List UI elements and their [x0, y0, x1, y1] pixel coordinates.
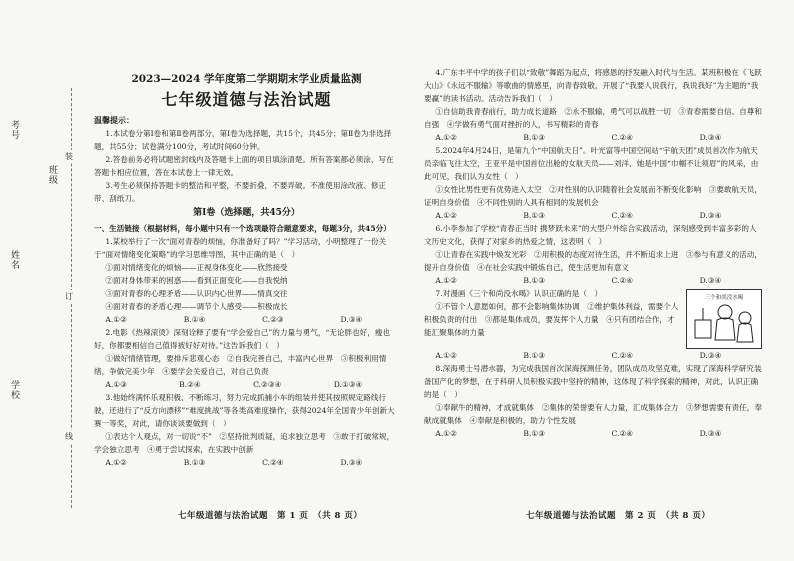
option-a: A.①② — [105, 458, 127, 467]
question-line: ①奉献牛的精神，才成就集体 ②集体的荣誉要有人力量，汇成集体合力 ③梦想需要有责任，奉献成就集体 ④奉献是积极的，助力个性发展 — [424, 403, 762, 425]
exam-no-label: 考号 — [9, 120, 19, 140]
option-b: B.①③ — [183, 458, 206, 467]
option-a: A.①② — [435, 211, 457, 220]
option-c: C.②③④ — [253, 380, 282, 389]
question-line: ④面对青春的矛盾心理——调节个人感受——积极成长 — [105, 302, 288, 311]
tip-3: 3.考生必须保持答题卡的整洁和平整，不要折叠，不要弄破。不准使用涂改液、修正带、刮纸刀。 — [94, 181, 387, 203]
subject-title: 七年级道德与法治试题 — [161, 90, 332, 109]
question-2 — [94, 326, 399, 391]
option-b: B.①④ — [183, 315, 206, 324]
right-page — [424, 66, 762, 440]
option-d: D.③④ — [699, 211, 722, 220]
question-line: ③面对青春的心理矛盾——认识内心世界——情真交往 — [105, 289, 288, 298]
option-b: B.①③ — [523, 429, 546, 438]
options-row — [424, 274, 721, 287]
question-stem: 8.深海勇士号潜水器，为完成我国首次深海探测任务，团队成员攻坚克难，实现了深海科学研究装备国产化的梦想，在于科研人员积极实践中坚持的精神，这体现了科学探索的精神，对此，认识正确的是（ ） — [424, 364, 762, 399]
option-c: C.②④ — [611, 133, 634, 142]
question-stem: 3.他始终满怀乐观积极、不断练习，努力完成抓捕小车的组装并使其按照规定路线行驶，还进行了“反方向漂移”“难度挑战”等各类高难度操作，获得2024年全国青少年创新大赛一等奖，对此，请你谈谈要做到（ ） — [94, 393, 395, 428]
question-stem: 2.电影《热辣滚烫》深刻诠释了要有“学会爱自己”的力量与勇气，“无论胖也好，瘦也好，你都要相信自己值得被好好对待。”这告诉我们（ ） — [94, 328, 391, 350]
options-row — [424, 349, 721, 362]
option-d: D.③④ — [699, 276, 722, 285]
question-4 — [424, 66, 762, 144]
binding-strip — [0, 0, 88, 561]
tip-1: 1.本试卷分第Ⅰ卷和第Ⅱ卷两部分，第Ⅰ卷为选择题，共15个，共45分；第Ⅱ卷为非选择题，共55分；试卷满分100分，考试时间60分钟。 — [94, 129, 392, 151]
seal-char-1: 装 — [65, 152, 73, 161]
question-stem: 4.广东丰平中学的孩子们以“致敬”舞蹈为起点，将感恩的抒发融入时代与生活。某班积极在《飞跃大山》《永远不服输》等歌曲的情感里，向青春致敬，开展了“我要人说我行，我说我好”为主题的“我要赢”的读书活动。活动告诉我们（ ） — [424, 68, 762, 103]
option-d: D.③④ — [340, 458, 363, 467]
question-1 — [94, 235, 399, 326]
question-line: ①做好情绪管理，要排斥悲观心态 ②自我完善自己，丰富内心世界 ③积极利用情绪，争做完美少年 ④要学会关爱自己，对自己负责 — [94, 354, 387, 376]
question-5 — [424, 144, 762, 222]
question-line: ①让青春在实践中焕发光彩 ②用积极的态度对待生活，并不断追求上进 ③参与有意义的活动，提升自身价值 ④在社会实践中锻炼自己，使生活更加有意义 — [424, 250, 762, 272]
option-d: D.①③④ — [333, 380, 363, 389]
option-a: A.①② — [105, 315, 127, 324]
cartoon-three-monks — [686, 289, 762, 349]
option-d: D.③④ — [699, 429, 722, 438]
option-a: A.①③ — [105, 380, 127, 389]
option-a: A.①② — [435, 133, 457, 142]
option-b: B.①③ — [523, 211, 546, 220]
option-a: A.①② — [435, 351, 457, 360]
option-c: C.②④ — [611, 429, 634, 438]
option-b: B.①③ — [523, 133, 546, 142]
option-d: D.③④ — [340, 315, 363, 324]
option-c: C.②③ — [262, 315, 284, 324]
question-line: ①表达个人观点，对一切说“不” ②坚持批判质疑，追求独立思考 ③敢于打破常规，学会独立思考 ④勇于尝试探索，在实践中创新 — [94, 432, 395, 454]
year-title: 2023—2024 学年度第二学期期末学业质量监测 — [131, 73, 362, 85]
options-row — [424, 209, 721, 222]
option-a: A.①② — [435, 276, 457, 285]
question-stem: 1.某校举行了一次“面对青春的烦恼，你准备好了吗？”学习活动，小明整理了一份关于“面对情绪变化策略”的学习思维导图，其中正确的是（ ） — [94, 237, 387, 259]
left-page — [94, 66, 399, 469]
question-line: ①面对情绪变化的烦恼——正视身体变化——欣然接受 — [105, 263, 288, 272]
tip-2: 2.答卷前务必将试题密封线内及答题卡上面的项目填涂清楚。所有答案都必须涂、写在答题卡相应位置，答在本试卷上一律无效。 — [94, 155, 394, 177]
option-b: B.①③ — [523, 351, 546, 360]
page-footer-left: 七年级道德与法治试题 第 1 页 （共 8 页） — [178, 511, 363, 521]
option-b: B.②④ — [179, 380, 201, 389]
question-6 — [424, 222, 762, 287]
class-label: 班级 — [47, 165, 57, 185]
question-line: ①自信助我青春前行，助力成长道路 ②永不服输，勇气可以战胜一切 ③青春需要自信、自尊和自强 ④学做有勇气面对挫折的人，书写精彩的青春 — [424, 107, 762, 129]
option-c: C.②④ — [611, 211, 634, 220]
question-3 — [94, 391, 399, 469]
option-c: C.②④ — [262, 458, 284, 467]
question-8 — [424, 362, 762, 440]
question-stem: 7.对漫画《三个和尚没水喝》认识正确的是（ ） — [435, 289, 603, 298]
option-d: D.③④ — [699, 351, 722, 360]
option-b: B.①③ — [523, 276, 546, 285]
question-line: ②面对身体带来的困惑——看到正面变化——自我悦纳 — [105, 276, 288, 285]
option-a: A.①② — [435, 429, 457, 438]
cartoon-caption: 三个和尚没水喝 — [704, 295, 744, 301]
seal-char-2: 订 — [65, 292, 73, 301]
question-line: ①女性比男性更有优势进入太空 ②对性别的认识随着社会发展而不断变化影响 ③要敢航天员，证明自身价值 ④不同性别的人具有相同的发展机会 — [424, 185, 762, 207]
seal-char-3: 线 — [65, 432, 73, 441]
school-label: 学校 — [9, 380, 19, 400]
options-row — [94, 456, 362, 469]
option-c: C.②④ — [611, 276, 634, 285]
options-row — [424, 131, 721, 144]
option-d: D.③④ — [699, 133, 722, 142]
tips-heading: 温馨提示： — [94, 115, 134, 125]
options-row — [94, 313, 362, 326]
page-footer-right: 七年级道德与法治试题 第 2 页 （共 8 页） — [526, 511, 711, 521]
name-label: 姓名 — [9, 250, 19, 270]
option-c: C.②④ — [611, 351, 634, 360]
question-stem: 5.2024年4月24日，是第九个“中国航天日”。叶光富等中国空间站“宇航天团”成员首次作为航天员亲临飞往太空，王亚平是中国首位出舱的女航天员——刘洋、她是中国“巾帼不让须眉”的风采，由此可见，我们认为女性（ ） — [424, 146, 759, 181]
options-row — [94, 378, 362, 391]
options-row — [424, 427, 721, 440]
part-intro: 一、生活链接（根据材料，每小题中只有一个选项最符合题意要求，每题3分，共45分） — [94, 224, 391, 233]
question-stem: 6.小李参加了学校“青春正当时 携梦跃未来”的大型户外综合实践活动，深刻感受到丰富多彩的人文历史文化，获得了对家乡的热爱之情，这表明（ ） — [424, 224, 757, 246]
question-7 — [424, 287, 762, 362]
question-line: ①不管个人意愿如何，都不会影响集体协调 ②维护集体利益，需要个人积极负责的付出 ③都是集体成员，要发挥个人力量 ④只有团结合作，才能汇聚集体的力量 — [424, 302, 679, 337]
section-title: 第Ⅰ卷（选择题，共45分） — [193, 208, 300, 218]
